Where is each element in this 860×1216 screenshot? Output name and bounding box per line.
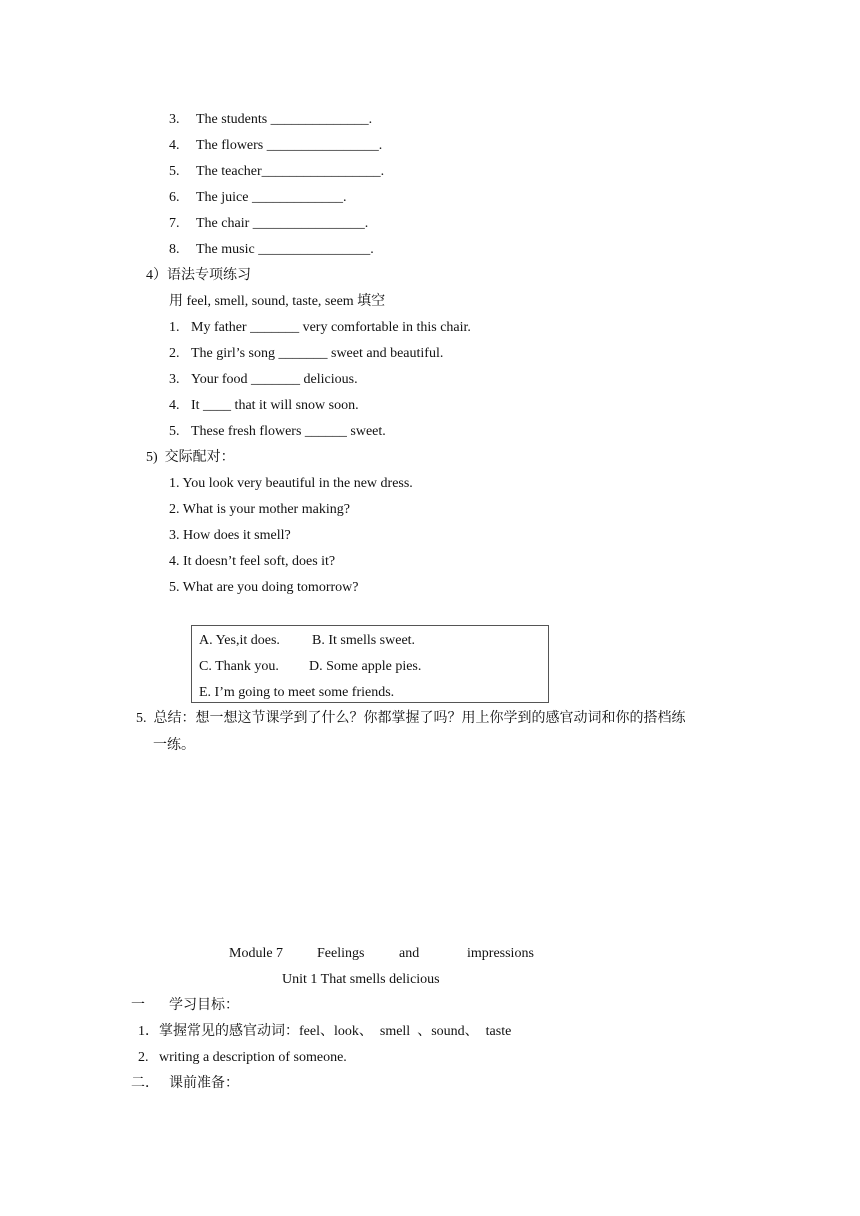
exercise-item: My father _______ very comfortable in this chair. [191, 320, 471, 335]
fill-in-item: The juice _____________. [196, 190, 347, 205]
module-title-word: Feelings [317, 946, 365, 961]
matching-question: 2. What is your mother making? [169, 502, 350, 517]
fill-in-item: The chair ________________. [196, 216, 369, 231]
item-number: 7. [169, 216, 180, 231]
answer-option: C. Thank you. [199, 659, 279, 674]
section-number: 二． [131, 1076, 159, 1091]
exercise-item: These fresh flowers ______ sweet. [191, 424, 386, 439]
objective-item: 2. writing a description of someone. [138, 1050, 347, 1065]
answer-option: B. It smells sweet. [312, 633, 416, 648]
answer-option: A. Yes,it does. [199, 633, 280, 648]
item-number: 2. [169, 346, 180, 361]
summary-text: 5. 总结：想一想这节课学到了什么？你都掌握了吗？用上你学到的感官动词和你的搭档练 [136, 711, 686, 726]
unit-title: Unit 1 That smells delicious [282, 972, 440, 987]
section-heading: 4）语法专项练习 [146, 268, 251, 283]
answer-option: E. I’m going to meet some friends. [199, 685, 395, 700]
matching-question: 4. It doesn’t feel soft, does it? [169, 554, 336, 569]
item-number: 6. [169, 190, 180, 205]
matching-question: 1. You look very beautiful in the new dress. [169, 476, 413, 491]
objective-item: 1．掌握常见的感官动词：feel、look、 smell 、sound、 taste [138, 1024, 512, 1039]
exercise-item: It ____ that it will snow soon. [191, 398, 359, 413]
item-number: 3. [169, 372, 180, 387]
summary-text-continued: 一练。 [153, 738, 195, 753]
section-number: 一 [131, 998, 145, 1013]
fill-in-item: The teacher_________________. [196, 164, 385, 179]
section-heading: 学习目标： [169, 998, 239, 1013]
matching-question: 5. What are you doing tomorrow? [169, 580, 359, 595]
exercise-item: The girl’s song _______ sweet and beautiful. [191, 346, 444, 361]
section-heading: 5) 交际配对： [146, 450, 235, 465]
module-title-word: and [399, 946, 420, 961]
fill-in-item: The flowers ________________. [196, 138, 383, 153]
answer-option: D. Some apple pies. [309, 659, 422, 674]
item-number: 5. [169, 424, 180, 439]
section-instruction: 用 feel, smell, sound, taste, seem 填空 [169, 294, 386, 309]
item-number: 1. [169, 320, 180, 335]
section-heading: 课前准备： [169, 1076, 239, 1091]
item-number: 3. [169, 112, 180, 127]
item-number: 4. [169, 398, 180, 413]
item-number: 4. [169, 138, 180, 153]
module-title-word: impressions [467, 946, 534, 961]
module-title-word: Module 7 [229, 946, 284, 961]
matching-question: 3. How does it smell? [169, 528, 291, 543]
exercise-item: Your food _______ delicious. [191, 372, 358, 387]
fill-in-item: The music ________________. [196, 242, 374, 257]
item-number: 8. [169, 242, 180, 257]
fill-in-item: The students ______________. [196, 112, 373, 127]
item-number: 5. [169, 164, 180, 179]
